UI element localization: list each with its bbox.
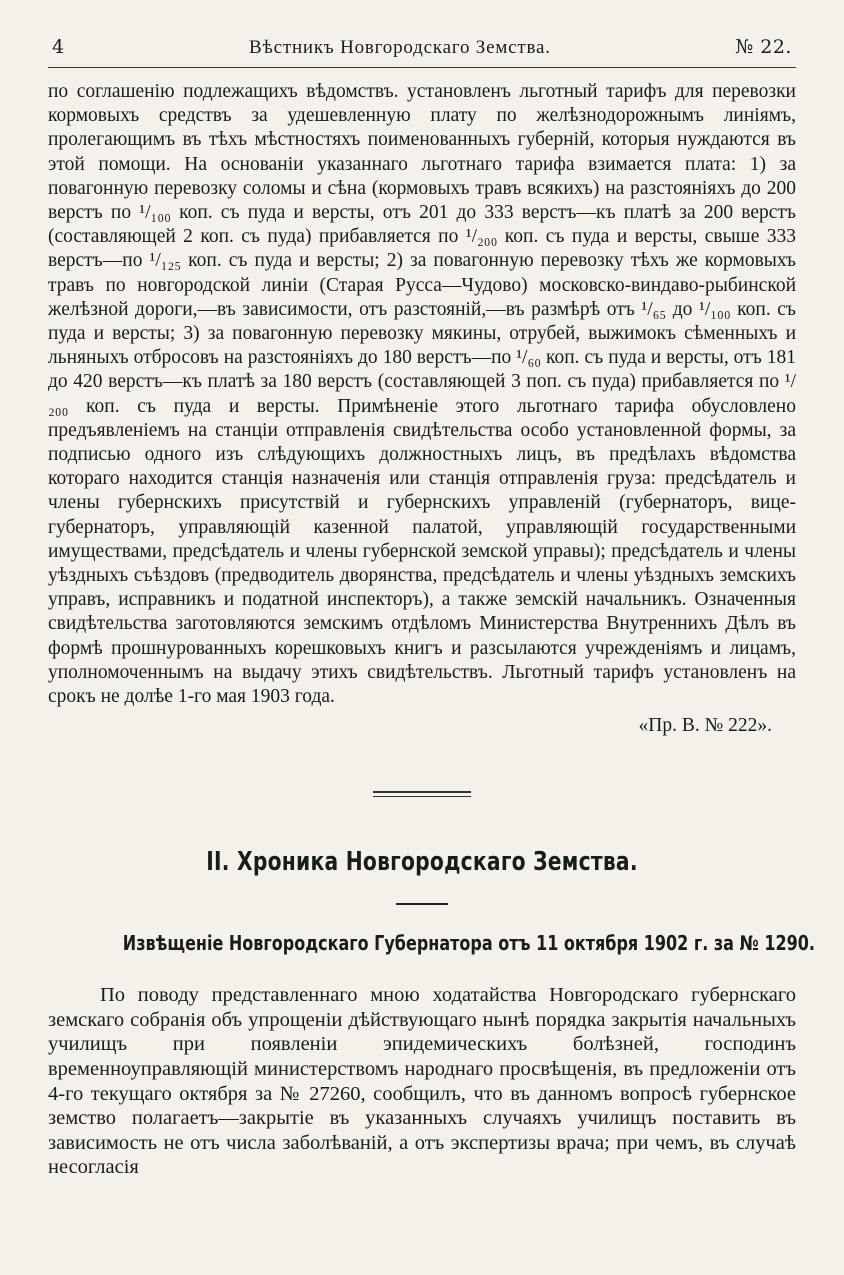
source-reference: «Пр. В. № 222». bbox=[638, 715, 772, 737]
article-body bbox=[48, 80, 796, 709]
heading-rule bbox=[396, 903, 448, 905]
notice-heading: Извѣщеніе Новгородскаго Губернатора отъ 11 октября 1902 г. за № 1290. bbox=[122, 931, 815, 956]
journal-title: Вѣстникъ Новгородскаго Земства. bbox=[249, 37, 551, 58]
issue-number: № 22. bbox=[735, 36, 792, 58]
notice-body bbox=[48, 983, 796, 1180]
article-paragraph: по соглашенію подлежащихъ вѣдомствъ. установленъ льготный тарифъ для перевозки кормовыхъ средствъ за удешевленную плату по желѣзнодорожнымъ линіямъ, пролегающимъ въ тѣхъ мѣстностяхъ поименованныхъ губерній, которыя нуждаются въ этой помощи. На основаніи указаннаго льготнаго тарифа взимается плата: 1) за повагонную перевозку соломы и сѣна (кормовыхъ травъ всякихъ) на разстояніяхъ до 200 верстъ по ¹/₁₀₀ коп. съ пуда и версты, отъ 201 до 333 верстъ—къ платѣ за 200 верстъ (составляющей 2 коп. съ пуда) прибавляется по ¹/₂₀₀ коп. съ пуда и версты, свыше 333 верстъ—по ¹/₁₂₅ коп. съ пуда и версты; 2) за повагонную перевозку тѣхъ же кормовыхъ травъ по новгородской линіи (Старая Русса—Чудово) московско-виндаво-рыбинской желѣзной дороги,—въ зависимости, отъ разстояній,—въ размѣрѣ отъ ¹/₆₅ до ¹/₁₀₀ коп. съ пуда и версты; 3) за повагонную перевозку мякины, отрубей, выжимокъ сѣменныхъ и льняныхъ отбросовъ на разстояніяхъ до 180 верстъ—по ¹/₆₀ коп. съ пуда и версты, отъ 181 до 420 верстъ—къ платѣ за 180 верстъ (составляющей 3 поп. съ пуда) прибавляется по ¹/₂₀₀ коп. съ пуда и версты. Примѣненіе этого льготнаго тарифа обусловлено предъявленіемъ на станціи отправленія свидѣтельства особо установленной формы, за подписью одного изъ слѣдующихъ должностныхъ лицъ, въ предѣлахъ вѣдомства котораго находится станція назначенія или станція отправленія груза: предсѣдатель и члены губернскихъ присутствій и губернскихъ управленій (губернаторъ, вице-губернаторъ, управляющій казенной палатой, управляющій государственными имуществами, предсѣдатель и члены губернской земской управы); предсѣдатель и члены уѣздныхъ съѣздовъ (предводитель дворянства, предсѣдатель и члены уѣздныхъ земскихъ управъ, исправникъ и податной инспекторъ), а также земскій начальникъ. Означенныя свидѣтельства заготовляются земскимъ отдѣломъ Министерства Внутреннихъ Дѣлъ въ формѣ прошнурованныхъ корешковыхъ книгъ и разсылаются учрежденіямъ и лицамъ, уполномоченнымъ на выдачу этихъ свидѣтельствъ. Льготный тарифъ установленъ на срокъ не долѣе 1-го мая 1903 года. bbox=[48, 81, 796, 708]
section-divider bbox=[373, 791, 471, 797]
page-number: 4 bbox=[52, 36, 65, 58]
section-heading: II. Хроника Новгородскаго Земства. bbox=[206, 847, 638, 878]
header-rule bbox=[48, 67, 796, 68]
notice-paragraph: По поводу представленнаго мною ходатайства Новгородскаго губернскаго земскаго собранія объ упрощеніи дѣйствующаго нынѣ порядка закрытія начальныхъ училищъ при появленіи эпидемическихъ болѣзней, господинъ временноуправляющій министерствомъ народнаго просвѣщенія, въ предложеніи отъ 4-го текущаго октября за № 27260, сообщилъ, что въ данномъ вопросѣ губернское земство полагаетъ—закрытіе въ указанныхъ случаяхъ училищъ поставить въ зависимость не отъ числа заболѣваній, а отъ экспертизы врача; при чемъ, въ случаѣ несогласія bbox=[48, 984, 796, 1179]
running-header bbox=[48, 36, 796, 59]
